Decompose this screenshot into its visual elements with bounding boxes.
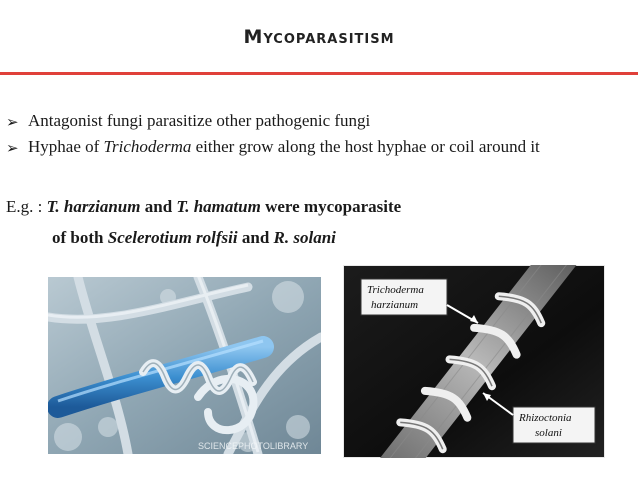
- sem-micrograph-image: [48, 277, 321, 454]
- species-name: T. harzianum: [46, 197, 141, 216]
- example-line: [6, 197, 401, 217]
- species-name: R. solani: [273, 228, 336, 247]
- label-solani: solani: [535, 427, 562, 439]
- bullet-text: [28, 136, 626, 159]
- label-trichoderma: Trichoderma: [367, 284, 424, 296]
- species-name: T. hamatum: [176, 197, 261, 216]
- species-name: Scelerotium rolfsii: [107, 228, 238, 247]
- bullet-text-part: either grow along the host hyphae or coil around it: [191, 137, 540, 156]
- bullet-item: [6, 136, 626, 159]
- example-verb: were mycoparasite: [260, 197, 402, 216]
- example-prefix: E.g. :: [6, 197, 47, 216]
- genus-name: Trichoderma: [103, 137, 192, 156]
- conjunction: and: [237, 228, 274, 247]
- label-rhizoctonia: Rhizoctonia: [519, 412, 572, 424]
- conjunction: and: [140, 197, 177, 216]
- label-harzianum: harzianum: [371, 299, 419, 311]
- arrow-bullet-icon: ➢: [6, 139, 19, 157]
- bullet-item: [6, 110, 626, 133]
- watermark-text: SCIENCEPHOTOLIBRARY: [198, 441, 309, 451]
- bullet-text: Antagonist fungi parasitize other pathogenic fungi: [28, 111, 371, 130]
- arrow-bullet-icon: ➢: [6, 113, 19, 131]
- slide-title: Mycoparasitism: [243, 26, 395, 48]
- example-line-2: [52, 228, 336, 248]
- example-prefix: of both: [52, 228, 108, 247]
- bullet-text-part: Hyphae of: [28, 137, 104, 156]
- bullet-list: [6, 110, 626, 162]
- title-divider: [0, 72, 638, 75]
- bw-micrograph-image: [343, 265, 605, 458]
